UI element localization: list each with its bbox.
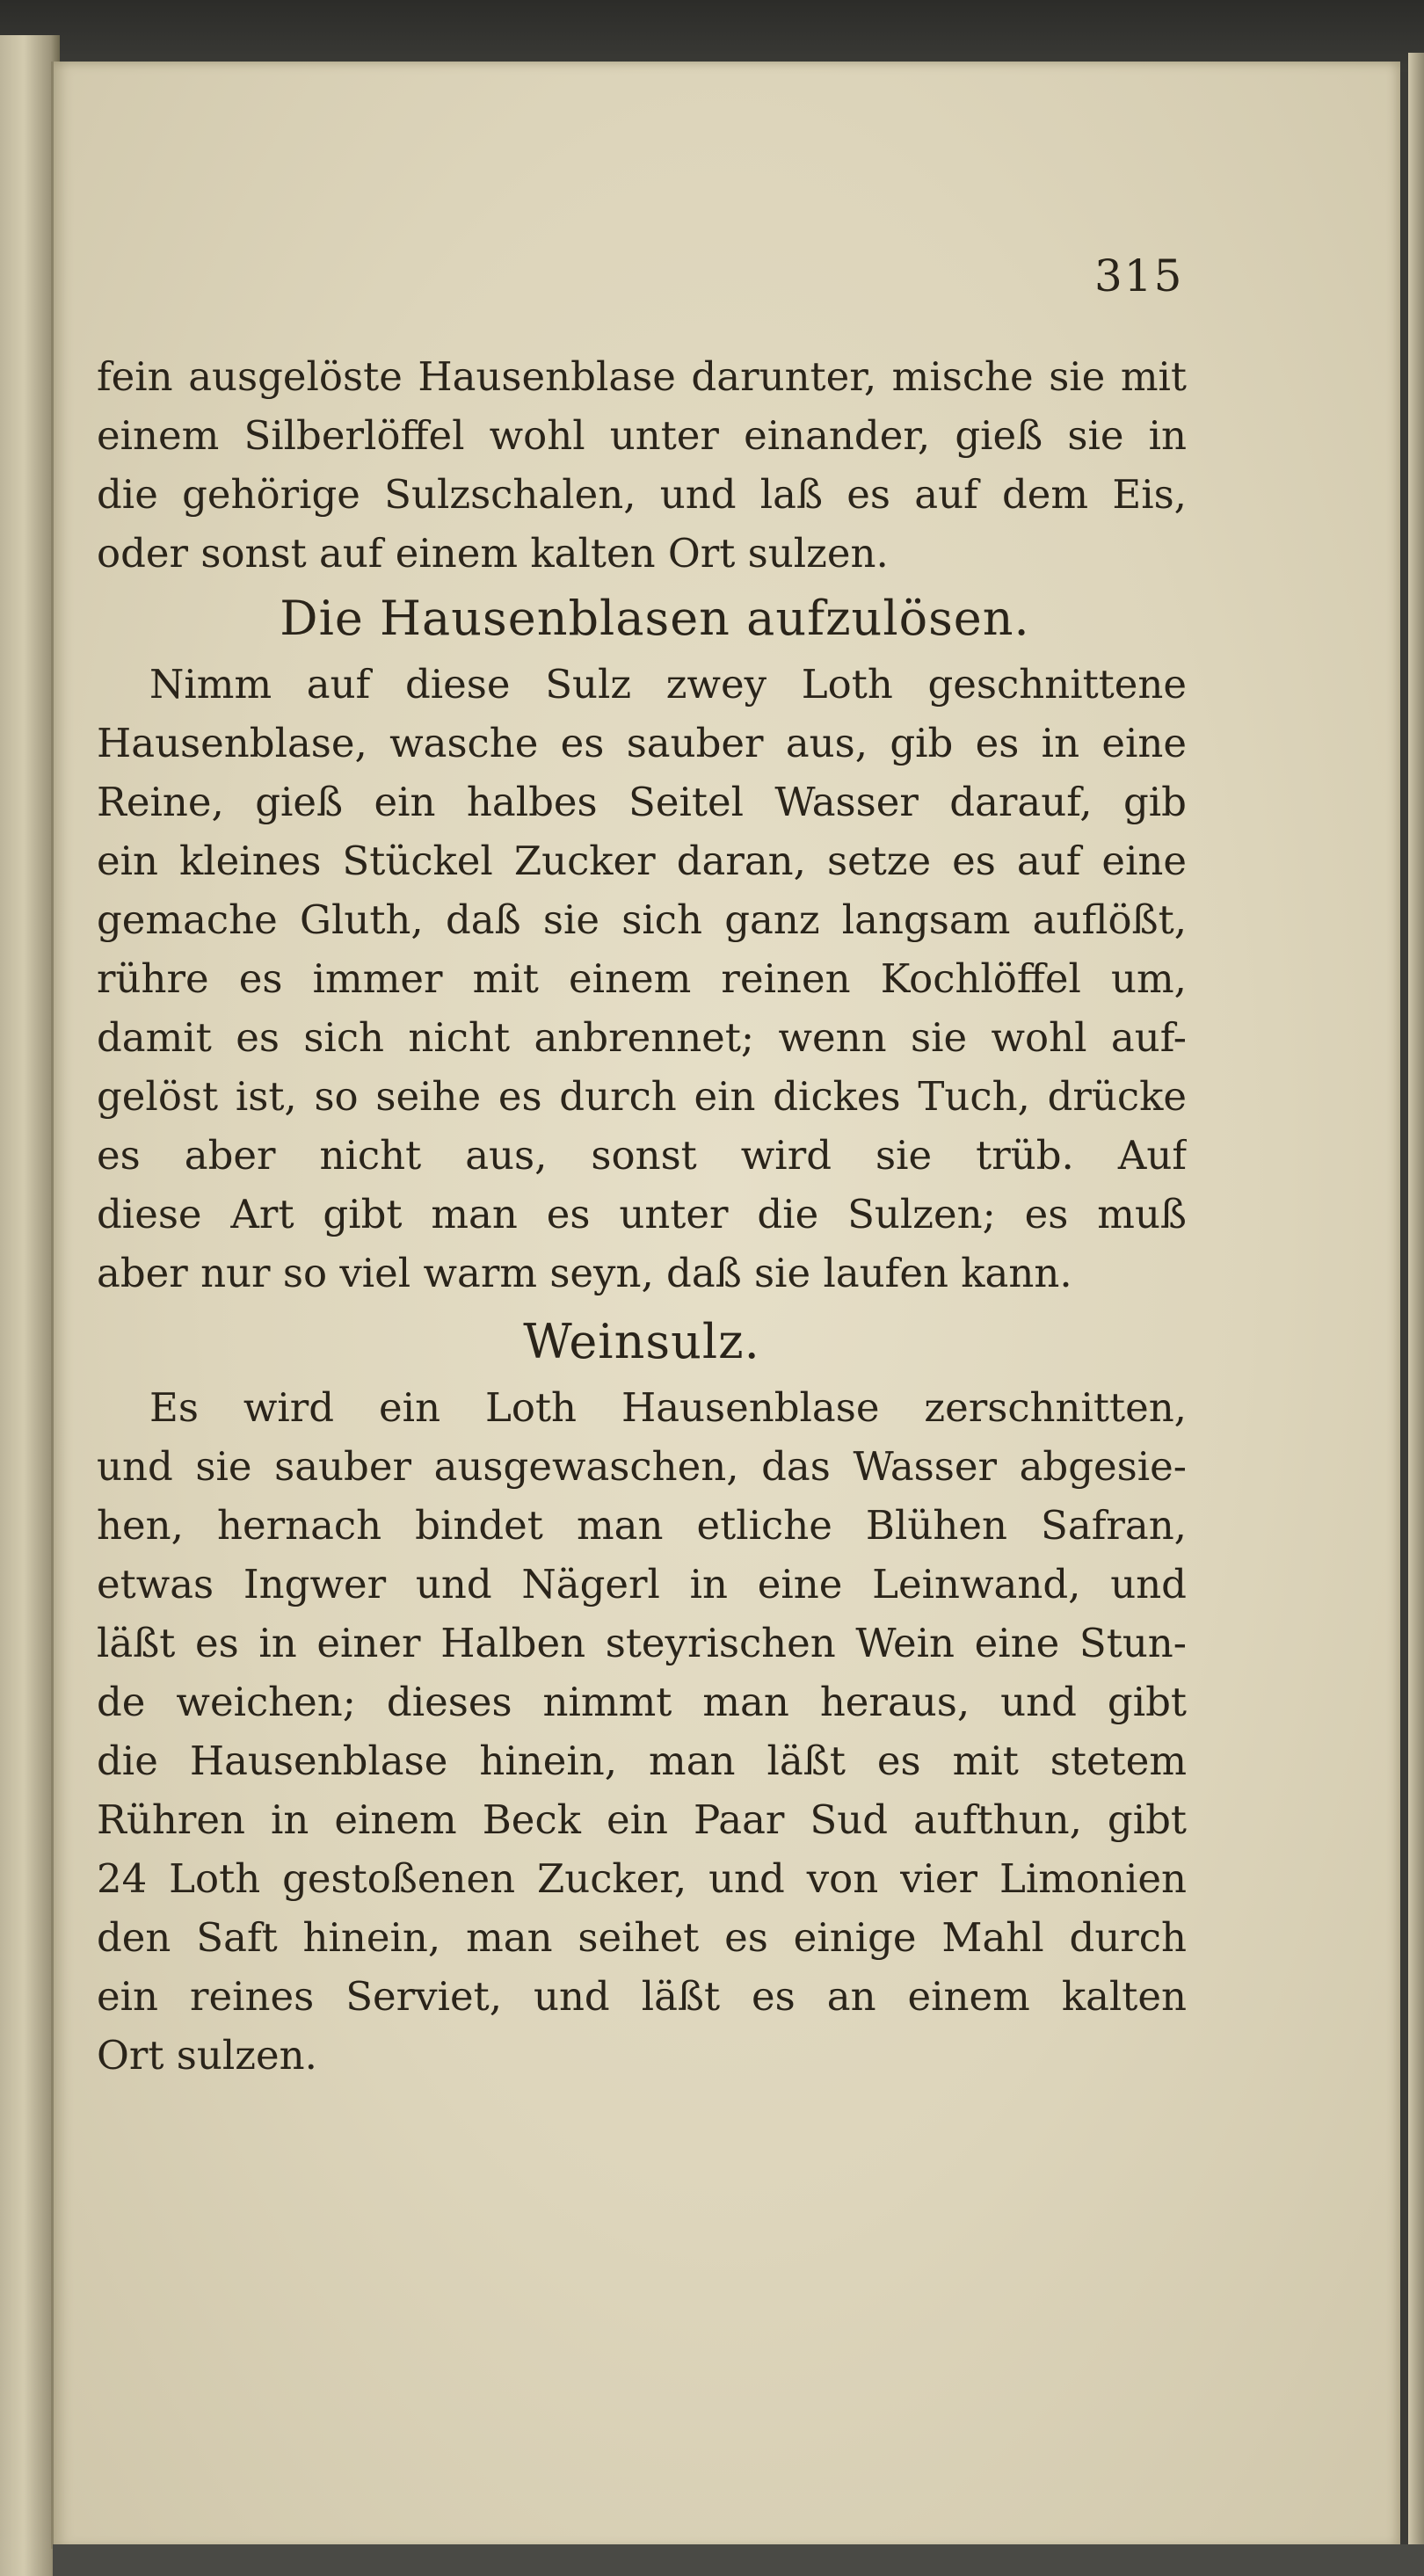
text-line: etwas Ingwer und Nägerl in eine Leinwand, und — [97, 1561, 1187, 1607]
text-line: den Saft hinein, man seihet es einige Mahl durch — [97, 1914, 1187, 1961]
text-line: gelöst ist, so seihe es durch ein dickes Tuch, drücke — [97, 1073, 1187, 1120]
text-line: einem Silberlöffel wohl unter einander, gieß sie in — [97, 412, 1187, 459]
text-line: rühre es immer mit einem reinen Kochlöffel um, — [97, 955, 1187, 1002]
section-heading-hausenblasen: Die Hausenblasen aufzulösen. — [280, 591, 1030, 646]
text-line: ein kleines Stückel Zucker daran, setze es auf eine — [97, 838, 1187, 884]
text-line: hen, hernach bindet man etliche Blühen Safran, — [97, 1502, 1187, 1549]
text-line: Nimm auf diese Sulz zwey Loth geschnittene — [149, 661, 1187, 707]
text-line: ein reines Serviet, und läßt es an einem kalten — [97, 1973, 1187, 2020]
text-line: die gehörige Sulzschalen, und laß es auf dem Eis, — [97, 471, 1187, 518]
text-line: und sie sauber ausgewaschen, das Wasser abgesie- — [97, 1443, 1187, 1490]
text-line: fein ausgelöste Hausenblase darunter, mische sie mit — [97, 353, 1187, 400]
text-line: es aber nicht aus, sonst wird sie trüb. Auf — [97, 1132, 1187, 1179]
scan-bottom-margin — [53, 2544, 1424, 2576]
text-line: gemache Gluth, daß sie sich ganz langsam auflößt, — [97, 896, 1187, 943]
page-number: 315 — [1094, 250, 1184, 301]
page-stack-edge — [1408, 53, 1424, 2576]
text-line: aber nur so viel warm seyn, daß sie laufen kann. — [97, 1250, 1072, 1296]
text-line: de weichen; dieses nimmt man heraus, und gibt — [97, 1679, 1187, 1725]
text-line: 24 Loth gestoßenen Zucker, und von vier Limonien — [97, 1855, 1187, 1902]
text-line: damit es sich nicht anbrennet; wenn sie wohl auf- — [97, 1014, 1187, 1061]
text-line: läßt es in einer Halben steyrischen Wein eine Stun- — [97, 1620, 1187, 1666]
text-line: Hausenblase, wasche es sauber aus, gib es in eine — [97, 720, 1187, 766]
text-line: diese Art gibt man es unter die Sulzen; es muß — [97, 1191, 1187, 1237]
paragraph-hausenblasen — [97, 655, 1187, 1303]
text-line: Ort sulzen. — [97, 2032, 317, 2079]
text-line: Reine, gieß ein halbes Seitel Wasser darauf, gib — [97, 779, 1187, 825]
paragraph-weinsulz — [97, 1378, 1187, 2085]
section-heading-weinsulz: Weinsulz. — [523, 1314, 760, 1369]
text-line: oder sonst auf einem kalten Ort sulzen. — [97, 530, 889, 577]
text-line: Es wird ein Loth Hausenblase zerschnitten, — [149, 1384, 1187, 1431]
text-line: die Hausenblase hinein, man läßt es mit stetem — [97, 1738, 1187, 1784]
paragraph-continuation — [97, 347, 1187, 583]
page-text — [97, 347, 1187, 2085]
text-line: Rühren in einem Beck ein Paar Sud aufthun, gibt — [97, 1796, 1187, 1843]
